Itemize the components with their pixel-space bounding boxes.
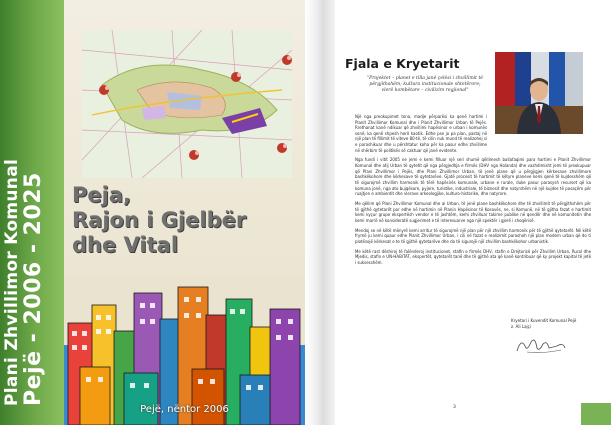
signoff-block: [511, 318, 607, 329]
letter-paragraph: Me këtë rast dëshiroj të falënderoj institucionet, stafin e firmës DHV, stafin e Drejtorisë për Zhvillim Urban, Rural dhe Mjedis, stafin e UN-HABITAT, ekspertët, qytetarët tanë dhe të gjithë ata që kanë kontribuar që ky projekt kapital të jetë i suksesshëm.: [355, 248, 591, 265]
page-corner-tab: [581, 403, 611, 425]
spine-text: [4, 6, 45, 406]
letter-body: [355, 114, 591, 270]
cover-title: [72, 183, 302, 257]
document-page: [335, 0, 611, 425]
mayor-quote: "Projektet – planet e tilla janë çelësi i zhvillimit të përgjithshëm; kultura institucionale shtetërore; vlerë kombëtare – civilizim regjional": [366, 76, 484, 94]
page-heading: Fjala e Kryetarit: [345, 56, 460, 71]
cover-title-line: dhe Vital: [72, 232, 179, 257]
letter-paragraph: Nga fundi i vitit 2005 ne jemi e kemi filluar një seri shumë qëllimesh ballafaqimi para hartimi e Planit Zhvillimor Komunal dhe atij Urban të qytetit që nga përgjedhja e firmës (DHV nga Holanda) dhe vazhdimisht jemi të preokupuar që Plani Zhvillimor i Pejës, dhe Plani Zhvillimor Urban, të jenë plane që u përgjigjen kërkesave zhvillimore bashkëkohore dhe kërkesave të qytetarëve. Gjatë procesit të hartimit të këtyre planeve kemi qenë të kujdesshëm që të sigurojmë zhvillim harmonik të tërë hapësirës komunale, urbane e rurale, duke pasur parasysh resurset që ka komuna jonë, nga ato bujqësore, pyjore, turistike, industriale, të biznesit dhe natyrshëm në një kujdes të posaçëm për ruajtjen e ambientit dhe vlerave arkeologjike, kulturo-historike, dhe natyrore.: [355, 157, 591, 197]
letter-paragraph: Me qëllim që Plani Zhvillimor Komunal dhe ai Urban, të jenë plane bashkëkohore dhe të zhvillimit të përgjithshëm për të gjithë qytetarët por edhe në hartimin në Planin Hapësinor të Kosovës, ne, si Komunë, në të gjitha fazat e hartimit kemi kyçur grupe ekspertësh vendor e të jashtëm, kemi zhvilluar takime publike në qendër dhe në komunitetin dhe kemi marrë në konsideratë sugjerimet e të interesuarve nga një spektër i gjerë i shoqërisë.: [355, 200, 591, 223]
signoff-title: Kryetari i Kuvendit Komunal Pejë: [511, 318, 577, 323]
city-map-illustration: [82, 30, 292, 178]
letter-paragraph: Një nga preokupimet tona, madje përparësi ka qenë hartimi i Planit Zhvillimor Komunal dhe i Planit Zhvillimor Urban të Pejës. Rrethanat kanë ndikuar që zhvillimi hapësinor e urban i komunës sonë, ka qenë shpesh herë kaotik. Edhe pse jo pa plan, pastaj në një plan të fillimit të viteve 80-të, të cilin nuk mund të realizohej si e parashikuar dhe u përshtatur koha për ka pasur edhe zhvillime në shërbim të politikës së caktuar që janë evidente.: [355, 114, 487, 153]
cover-artwork: [64, 0, 305, 425]
page-number: 3: [453, 405, 456, 410]
cover-date: Pejë, nëntor 2006: [140, 404, 229, 415]
spine-years: Pejë - 2006 - 2025: [20, 172, 46, 406]
signoff-name: z. Ali Lajçi: [511, 323, 531, 329]
cover-title-line: Peja,: [72, 183, 131, 207]
page-gutter: [305, 0, 335, 425]
colorful-city-drawing: [64, 275, 305, 425]
cover-spine: [0, 0, 64, 425]
cover-title-line: Rajon i Gjelbër: [72, 207, 247, 232]
handwritten-signature: [513, 334, 569, 356]
spine-title: Plani Zhvillimor Komunal: [2, 158, 22, 406]
letter-paragraph: Mendoj se në këtë mënyrë kemi arritur të sigurojmë një plan për një zhvillim harmonik për të gjithë qytetarët. Në këtë frymë ju kemi quaur edhe Planit Zhvillimor Urban, i cili në fazat e realizimit parashoh një plan modern urban që do ti plotësojë kërkesat e te të gjithë qytetarëve dhe do të sigurojë një zhvillim bashkëkohor urbanistik.: [355, 227, 591, 244]
report-cover: [0, 0, 305, 425]
